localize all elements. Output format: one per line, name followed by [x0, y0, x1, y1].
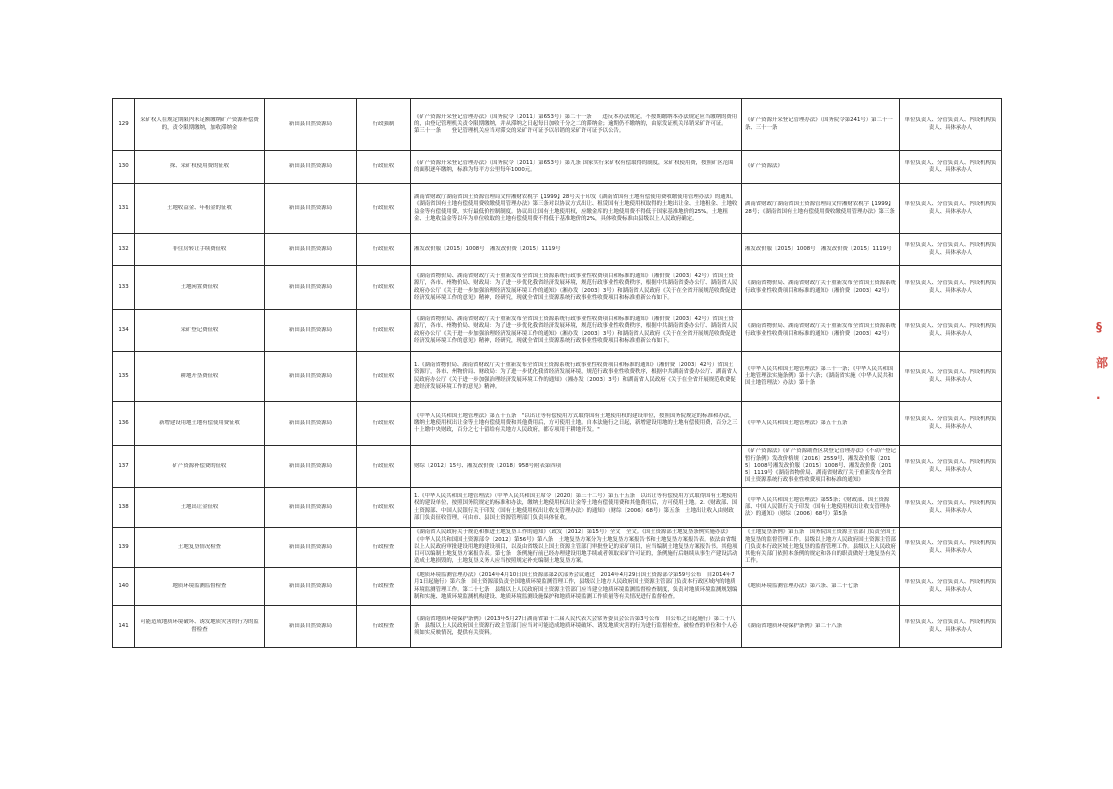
legal-basis-text: 《矿产资源开采登记管理办法》（国务院令〔2011〕第653号）第二十一条 违反本办法规定，不按期缴纳本办法规定应当缴纳的费用的，由登记管理机关责令限期缴纳，并从滞纳之日起每日加收千分之二的滞纳金；逾期仍不缴纳的，由原发证机关吊销采矿许可证。 第三十一条 登记管理机关应当对滞交的采矿许可证予以吊销的采矿许可证予以公告。: [414, 113, 738, 135]
responsible-persons-cell: [900, 488, 1002, 528]
legal-basis-text: 《矿产资源开采登记管理办法》（国务院令〔2011〕第653号）第九条 国家实行采矿权有偿取得的制度，采矿权使用费，按照矿区范围的面积逐年缴纳，标准为每平方公里每年1000元。: [414, 159, 734, 173]
power-type-cell: [357, 402, 411, 446]
item-name-text: 土地复垦情况检查: [177, 543, 222, 550]
margin-stamp-marks: [1096, 320, 1110, 425]
department-cell: [265, 488, 357, 528]
power-type-text: 行政征收: [372, 326, 395, 333]
item-name-text: 非住房转让手续费征收: [172, 245, 227, 252]
item-name-cell: [135, 606, 265, 648]
power-type-cell: [357, 446, 411, 488]
department-text: 新田县自然资源局: [288, 204, 333, 211]
responsible-persons-cell: [900, 446, 1002, 488]
responsible-persons-text: 单位负责人、分管负责人、内设机构负责人、具体承办人: [904, 500, 997, 514]
related-regulation-cell: [742, 568, 900, 606]
related-regulation-cell: [742, 266, 900, 310]
power-type-text: 行政征收: [372, 372, 395, 379]
legal-basis-cell: [411, 402, 742, 446]
department-text: 新田县自然资源局: [288, 503, 333, 510]
row-number-text: 137: [118, 462, 129, 469]
legal-basis-cell: [411, 234, 742, 266]
table-row: [113, 151, 1002, 184]
row-number-cell: [113, 184, 135, 234]
responsible-persons-cell: [900, 151, 1002, 184]
row-number-text: 132: [118, 245, 129, 252]
department-cell: [265, 352, 357, 402]
row-number-cell: [113, 352, 135, 402]
item-name-text: 耕地开垦费征收: [180, 372, 219, 379]
department-cell: [265, 184, 357, 234]
legal-basis-text: 《中华人民共和国土地管理法》第五十五条 "以出让等有偿使用方式取得国有土地使用权的建设单位，按照国务院规定的标准和办法，缴纳土地使用权出让金等土地有偿使用费和其他费用后，方可使用土地。自本法施行之日起，新增建设用地的土地有偿使用费，百分之三十上缴中央财政，百分之七十留给有关地方人民政府，都专项用于耕地开发。": [414, 412, 738, 434]
power-type-cell: [357, 488, 411, 528]
power-type-cell: [357, 310, 411, 352]
responsible-persons-text: 单位负责人、分管负责人、内设机构负责人、具体承办人: [904, 323, 997, 337]
table-row: [113, 568, 1002, 606]
power-type-text: 行政征收: [372, 503, 395, 510]
legal-basis-text: 《湖南省人民政府关于规范和推进土地复垦工作的通知》（政发〔2012〕第15号）全文 全文。《国土资源部土地复垦条例实施办法》《中华人民共和国国土资源部令〔2012〕第56号》第八条 土地复垦方案分为土地复垦方案报告书和土地复垦方案报告表。依法由省级以上人民政府审批建设用地的建设项目，以及由省级以上国土资源主管部门审批登记的采矿项目，应当编制土地复垦方案报告书。其他项目可以编制土地复垦方案报告表。第七条 条例施行前已经办理建设用地手续或者领取采矿许可证的，条例施行后继续从事生产建设活动造成土地损毁的，土地复垦义务人应当按照规定补充编制土地复垦方案。: [414, 529, 738, 565]
department-cell: [265, 402, 357, 446]
row-number-text: 129: [118, 120, 129, 127]
related-regulation-text: 《中华人民共和国土地管理法》第三十一条；《中华人民共和国土地管理法实施条例》第十六条；《湖南省实施〈中华人民共和国土地管理法〉办法》第十条: [745, 365, 894, 387]
row-number-cell: [113, 99, 135, 151]
legal-basis-cell: [411, 266, 742, 310]
row-number-text: 139: [118, 543, 129, 550]
responsible-persons-text: 单位负责人、分管负责人、内设机构负责人、具体承办人: [904, 201, 997, 215]
power-type-text: 行政征收: [372, 462, 395, 469]
related-regulation-cell: [742, 402, 900, 446]
item-name-text: 土地收益金、年租金的征收: [167, 204, 232, 211]
related-regulation-cell: [742, 606, 900, 648]
row-number-cell: [113, 402, 135, 446]
responsible-persons-cell: [900, 402, 1002, 446]
table-row: [113, 402, 1002, 446]
row-number-cell: [113, 310, 135, 352]
item-name-text: 探、采矿权使用费的征收: [169, 163, 230, 170]
row-number-text: 135: [118, 372, 129, 379]
department-cell: [265, 99, 357, 151]
item-name-cell: [135, 99, 265, 151]
item-name-text: 矿产资源补偿费的征收: [172, 462, 227, 469]
legal-basis-text: 《湖南省地质环境保护条例》（2013年5月27日湖南省第十二届人民代表大会常务委员会公告第3号公布 自公布之日起施行）第二十八条 县级以上人民政府国土资源行政主管部门应当对可能造成地质环境破坏、诱发地质灾害的行为进行监督检查，被检查的单位和个人必须如实反映情况，提供有关资料。: [414, 615, 738, 637]
power-type-cell: [357, 266, 411, 310]
department-text: 新田县自然资源局: [288, 582, 333, 589]
power-type-cell: [357, 151, 411, 184]
responsible-persons-text: 单位负责人、分管负责人、内设机构负责人、具体承办人: [904, 242, 997, 256]
legal-basis-text: 湘发改价服〔2015〕1008号 湘发改价费〔2015〕1119号: [414, 245, 561, 252]
department-text: 新田县自然资源局: [288, 326, 333, 333]
responsible-persons-cell: [900, 606, 1002, 648]
related-regulation-cell: [742, 310, 900, 352]
related-regulation-text: 《矿产资源法》《矿产资源勘查区块登记管理办法》《不动产登记暂行条例》发改价格规〔2016〕2559号、湘发改价服〔2015〕1008号湘发改价服〔2015〕1008号、湘发改价费〔2015〕1119号《湖南省物价局、湖南省财政厅关于重新发布全省国土资源系统行政事业性收费项目和标准的通知》: [745, 448, 896, 484]
table-row: [113, 234, 1002, 266]
related-regulation-text: 《湖南省物价局、湖南省财政厅关于重新发布全省国土资源系统行政事业性收费项目和标准的通知》（湘价费〔2003〕42号）: [745, 323, 896, 337]
item-name-cell: [135, 568, 265, 606]
table-row: [113, 352, 1002, 402]
margin-mark: ·: [1096, 391, 1101, 405]
legal-basis-text: 《湖南省物价局、湖南省财政厅关于重新发布全省国土资源系统行政事业性收费项目和标准的通知》（湘价费〔2003〕42号）省国土资源厅，各市、州物价局、财政局：为了进一步优化我省经济发展环境，规范行政事业性收费秩序，根据中共湖南省委办公厅、湖南省人民政府办公厅《关于进一步加强治理经济发展环境工作的通知》（湘办发〔2003〕3号）和湖南省人民政府《关于在全省开展规范收费促进经济发展环境工作的意见》精神，经研究，现就全省国土资源系统行政事业性收费项目和标准重新公布如下。: [414, 316, 738, 344]
department-text: 新田县自然资源局: [288, 462, 333, 469]
power-type-text: 行政检查: [372, 582, 395, 589]
power-type-cell: [357, 99, 411, 151]
responsible-persons-cell: [900, 266, 1002, 310]
row-number-text: 141: [118, 622, 129, 629]
related-regulation-text: 《地质环境监测管理办法》第六条、第二十七条: [745, 582, 859, 589]
power-type-cell: [357, 352, 411, 402]
item-name-text: 可能造成地质环境破坏、诱发地质灾害的行为的监督检查: [140, 619, 259, 633]
item-name-cell: [135, 352, 265, 402]
power-type-text: 行政征收: [372, 163, 395, 170]
responsible-persons-cell: [900, 184, 1002, 234]
power-type-cell: [357, 606, 411, 648]
legal-basis-cell: [411, 528, 742, 568]
responsible-persons-cell: [900, 568, 1002, 606]
row-number-text: 131: [118, 204, 129, 211]
legal-basis-text: 1.《中华人民共和国土地管理法》（中华人民共和国主席令〔2020〕第三十二号）第五十五条 以出让等有偿使用方式取得国有土地使用权的建设单位，按照国务院规定的标准和办法，缴纳土地使用权出让金等土地有偿使用费和其他费用后，方可使用土地。2.《财政部、国土资源部、中国人民银行关于印发〈国有土地使用权出让收支管理办法〉的通知》（财综〔2006〕68号）第五条 土地出让收入由财政部门负责征收管理，可由市、县国土资源管理部门负责具体征收。: [414, 493, 738, 521]
legal-basis-cell: [411, 99, 742, 151]
related-regulation-cell: [742, 352, 900, 402]
responsible-persons-text: 单位负责人、分管负责人、内设机构负责人、具体承办人: [904, 159, 997, 173]
item-name-cell: [135, 234, 265, 266]
row-number-cell: [113, 266, 135, 310]
department-cell: [265, 528, 357, 568]
department-text: 新田县自然资源局: [288, 419, 333, 426]
responsible-persons-text: 单位负责人、分管负责人、内设机构负责人、具体承办人: [904, 619, 997, 633]
row-number-cell: [113, 446, 135, 488]
item-name-cell: [135, 310, 265, 352]
legal-basis-text: 财综〔2012〕15号、湘发改价费〔2018〕958号附表第四项: [414, 462, 562, 469]
table-body: [113, 99, 1002, 648]
department-cell: [265, 266, 357, 310]
row-number-text: 134: [118, 326, 129, 333]
item-name-text: 采矿登记费征收: [180, 326, 219, 333]
item-name-cell: [135, 151, 265, 184]
related-regulation-text: 《中华人民共和国土地管理法》第55条；《财政部、国土资源部、中国人民银行关于印发〈国有土地使用权出让收支管理办法〉的通知》（财综〔2006〕68号）第5条: [745, 496, 891, 518]
power-type-text: 行政征收: [372, 283, 395, 290]
table-row: [113, 446, 1002, 488]
item-name-cell: [135, 488, 265, 528]
legal-basis-text: 湖南省财政厅湖南省国土资源管理局文件湘财农税字【1999】28号关于印发《湖南省国有土地有偿使用费收缴使用管理办法》的通知，《湖南省国有土地有偿使用费收缴使用管理办法》第三条对以协议方式出让、租赁国有土地使用权取得的土地出让金、土地租金、土地收益金等有偿使用费，实行最低价控制制度。协议出让国有土地使用权，应缴金库的土地使用费不得低于国家基准地价的25%。土地租金、土地收益金等以年为单位收取的土地有偿使用费不得低于基准地价的2%，具体收费标准由县级以上人民政府确定。: [414, 194, 738, 222]
legal-basis-cell: [411, 446, 742, 488]
table-row: [113, 606, 1002, 648]
item-name-text: 采矿权人在规定期限内未足额缴纳矿产资源补偿费的，责令限期缴纳，加收滞纳金: [140, 117, 259, 131]
department-text: 新田县自然资源局: [288, 372, 333, 379]
related-regulation-text: 湘发改价服〔2015〕1008号 湘发改价费〔2015〕1119号: [745, 245, 892, 252]
power-type-text: 行政征收: [372, 204, 395, 211]
related-regulation-cell: [742, 446, 900, 488]
item-name-cell: [135, 446, 265, 488]
responsible-persons-text: 单位负责人、分管负责人、内设机构负责人、具体承办人: [904, 416, 997, 430]
power-type-cell: [357, 528, 411, 568]
item-name-cell: [135, 266, 265, 310]
legal-basis-text: 《湖南省物价局、湖南省财政厅关于重新发布全省国土资源系统行政事业性收费项目和标准的通知》（湘价费〔2003〕42号）省国土资源厅，各市、州物价局、财政局：为了进一步优化我省经济发展环境，规范行政事业性收费秩序，根据中共湖南省委办公厅、湖南省人民政府办公厅《关于进一步加强治理经济发展环境工作的通知》（湘办发〔2003〕3号）和湖南省人民政府《关于在全省开展规范收费促进经济发展环境工作的意见》精神，经研究，现就全省国土资源系统行政事业性收费项目和标准重新公布如下。: [414, 273, 738, 301]
related-regulation-cell: [742, 234, 900, 266]
related-regulation-text: 《矿产资源开采登记管理办法》（国务院令第241号）第二十一条、三十一条: [745, 117, 893, 131]
related-regulation-text: 《中华人民共和国土地管理法》第五十五条: [745, 419, 848, 426]
responsible-persons-text: 单位负责人、分管负责人、内设机构负责人、具体承办人: [904, 280, 997, 294]
item-name-cell: [135, 528, 265, 568]
department-cell: [265, 606, 357, 648]
related-regulation-cell: [742, 528, 900, 568]
responsible-persons-cell: [900, 310, 1002, 352]
related-regulation-cell: [742, 151, 900, 184]
department-text: 新田县自然资源局: [288, 120, 333, 127]
legal-basis-cell: [411, 606, 742, 648]
item-name-cell: [135, 184, 265, 234]
department-text: 新田县自然资源局: [288, 163, 333, 170]
responsible-persons-text: 单位负责人、分管负责人、内设机构负责人、具体承办人: [904, 117, 997, 131]
responsible-persons-text: 单位负责人、分管负责人、内设机构负责人、具体承办人: [904, 369, 997, 383]
related-regulation-text: 《湖南省物价局、湖南省财政厅关于重新发布全省国土资源系统行政事业性收费项目和标准的通知》（湘价费〔2003〕42号）: [745, 280, 896, 294]
item-name-text: 地质环境监测监督检查: [172, 582, 227, 589]
row-number-cell: [113, 151, 135, 184]
related-regulation-cell: [742, 488, 900, 528]
power-type-cell: [357, 568, 411, 606]
related-regulation-text: 《湖南省地质环境保护条例》第二十八条: [745, 622, 843, 629]
legal-basis-cell: [411, 488, 742, 528]
department-cell: [265, 446, 357, 488]
margin-mark: 部: [1096, 356, 1109, 370]
row-number-text: 138: [118, 503, 129, 510]
power-list-table: [112, 98, 1002, 648]
legal-basis-cell: [411, 352, 742, 402]
margin-mark: §: [1096, 320, 1102, 334]
legal-basis-text: 《地质环境监测管理办法》（2014年4月10日国土资源部第2次部务会议通过 2014年4月29日国土资源部令第59号公布 自2014年7月1日起施行）第六条 国土资源部负责全国地质环境监测管理工作，县级以上地方人民政府国土资源主管部门负责本行政区域内的地质环境监测管理工作。第二十七条 县级以上人民政府国土资源主管部门应当建立地质环境监测监督检查制度，负责对地质环境监测规划编制和实施、地质环境监测机构建设、地质环境监测设施保护和地质环境监测工作质量等有关情况进行监督检查。: [414, 572, 738, 600]
related-regulation-text: 《土地复垦条例》第五条 国务院国土资源主管部门负责全国土地复垦的监督管理工作。县级以上地方人民政府国土资源主管部门负责本行政区域土地复垦的监督管理工作。县级以上人民政府其他有关部门依照本条例的规定和各自的职责做好土地复垦有关工作。: [745, 529, 896, 565]
document-sheet: [112, 98, 1001, 648]
responsible-persons-cell: [900, 528, 1002, 568]
department-text: 新田县自然资源局: [288, 622, 333, 629]
department-text: 新田县自然资源局: [288, 543, 333, 550]
power-type-text: 行政征收: [372, 245, 395, 252]
item-name-text: 土地闲置费征收: [180, 283, 219, 290]
department-text: 新田县自然资源局: [288, 245, 333, 252]
table-row: [113, 99, 1002, 151]
row-number-text: 136: [118, 419, 129, 426]
responsible-persons-cell: [900, 99, 1002, 151]
row-number-text: 140: [118, 582, 129, 589]
legal-basis-cell: [411, 184, 742, 234]
related-regulation-text: 湖南省财政厅湖南省国土资源管理局文件湘财农税字【1999】28号；《湖南省国有土地有偿使用费收缴使用管理办法》第三条: [745, 201, 895, 215]
department-cell: [265, 151, 357, 184]
row-number-text: 133: [118, 283, 129, 290]
power-type-cell: [357, 184, 411, 234]
power-type-cell: [357, 234, 411, 266]
row-number-cell: [113, 568, 135, 606]
row-number-cell: [113, 528, 135, 568]
row-number-cell: [113, 488, 135, 528]
row-number-text: 130: [118, 163, 129, 170]
table-row: [113, 184, 1002, 234]
legal-basis-text: 1.《湖南省物价局、湖南省财政厅关于重新发布全省国土资源系统行政事业性收费项目和标准的通知》（湘价费〔2003〕42号）省国土资源厅，各市、州物价局、财政局：为了进一步优化我省经济发展环境，规范行政事业性收费秩序，根据中共湖南省委办公厅、湖南省人民政府办公厅《关于进一步加强治理经济发展环境工作的通知》（湘办发〔2003〕3号）和湖南省人民政府《关于在全省开展规范收费促进经济发展环境工作的意见》精神。: [414, 362, 738, 390]
row-number-cell: [113, 234, 135, 266]
department-cell: [265, 568, 357, 606]
responsible-persons-text: 单位负责人、分管负责人、内设机构负责人、具体承办人: [904, 540, 997, 554]
item-name-text: 土地出让金征收: [180, 503, 219, 510]
table-row: [113, 488, 1002, 528]
table-row: [113, 310, 1002, 352]
legal-basis-cell: [411, 568, 742, 606]
table-row: [113, 528, 1002, 568]
table-row: [113, 266, 1002, 310]
department-cell: [265, 310, 357, 352]
responsible-persons-text: 单位负责人、分管负责人、内设机构负责人、具体承办人: [904, 459, 997, 473]
legal-basis-cell: [411, 151, 742, 184]
department-cell: [265, 234, 357, 266]
row-number-cell: [113, 606, 135, 648]
responsible-persons-text: 单位负责人、分管负责人、内设机构负责人、具体承办人: [904, 579, 997, 593]
related-regulation-text: 《矿产资源法》: [745, 163, 783, 170]
power-type-text: 行政强制: [372, 120, 395, 127]
related-regulation-cell: [742, 184, 900, 234]
power-type-text: 行政征收: [372, 419, 395, 426]
related-regulation-cell: [742, 99, 900, 151]
responsible-persons-cell: [900, 352, 1002, 402]
item-name-cell: [135, 402, 265, 446]
power-type-text: 行政检查: [372, 622, 395, 629]
responsible-persons-cell: [900, 234, 1002, 266]
department-text: 新田县自然资源局: [288, 283, 333, 290]
item-name-text: 新增建设用地土地有偿使用费征收: [159, 419, 240, 426]
power-type-text: 行政检查: [372, 543, 395, 550]
legal-basis-cell: [411, 310, 742, 352]
